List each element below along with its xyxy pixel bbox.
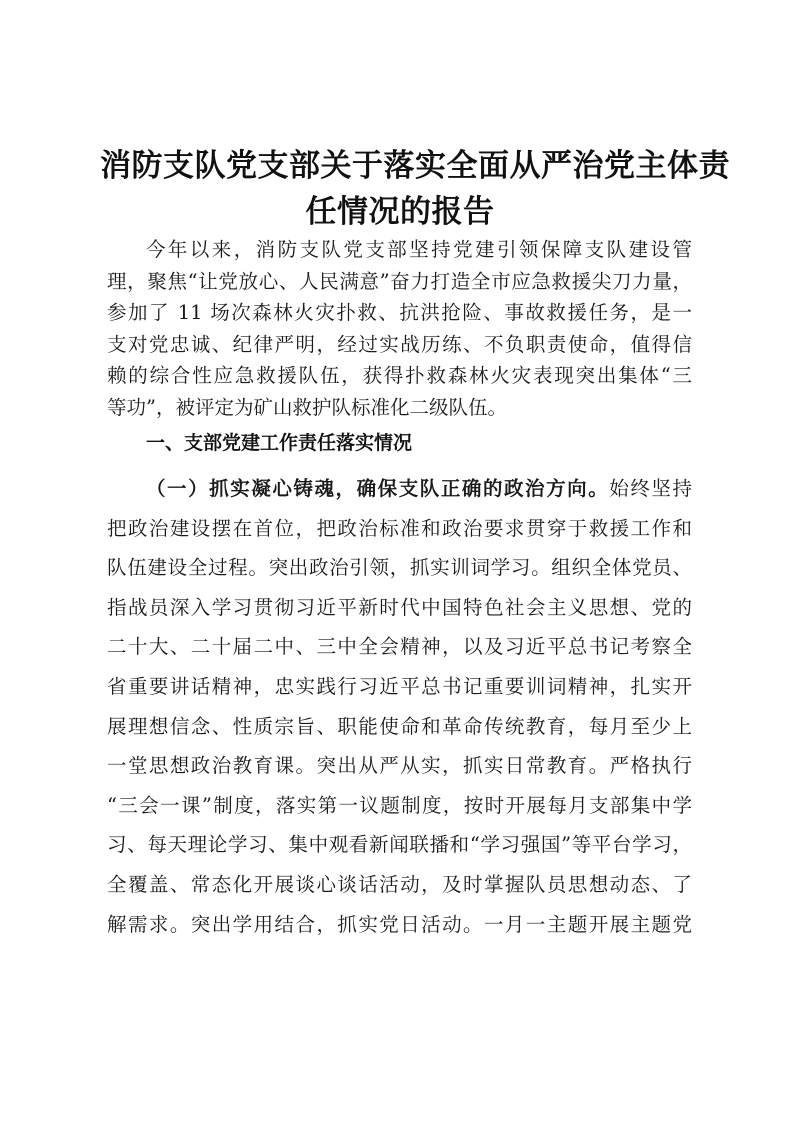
paragraph-line: 展理想信念、性质宗旨、职能使命和革命传统教育，每月至少上 [107,714,692,738]
paragraph-line: 解需求。突出学用结合，抓实党日活动。一月一主题开展主题党 [107,912,692,936]
intro-paragraph [107,234,692,423]
paragraph-line: 一堂思想政治教育课。突出从严从实，抓实日常教育。严格执行 [107,754,692,778]
paragraph-line: 队伍建设全过程。突出政治引领，抓实训词学习。组织全体党员、 [107,556,692,580]
paragraph-line: 省重要讲话精神，忠实践行习近平总书记重要训词精神，扎实开 [107,674,692,698]
paragraph-line: 等功”，被评定为矿山救护队标准化二级队伍。 [107,395,507,419]
document-body [107,234,692,944]
paragraph-line: 二十大、二十届二中、三中全会精神，以及习近平总书记考察全 [107,635,692,659]
title-line-2: 任情况的报告 [305,194,495,230]
paragraph-line: “三会一课”制度，落实第一议题制度，按时开展每月支部集中学 [107,793,692,817]
paragraph-line: 支对党忠诚、纪律严明，经过实战历练、不负职责使命，值得信 [107,332,692,356]
paragraph-line: 理，聚焦“让党放心、人民满意”奋力打造全市应急救援尖刀力量， [107,269,692,293]
paragraph-line [107,469,692,509]
subsection-paragraph [107,469,692,944]
document-title [100,143,730,235]
paragraph-line: 参加了 11 场次森林火灾扑救、抗洪抢险、事故救援任务，是一 [107,301,692,324]
title-line-1: 消防支队党支部关于落实全面从严治党主体责 [100,148,730,184]
subsection-first-line-text: 始终坚持 [609,477,692,500]
paragraph-line: 习、每天理论学习、集中观看新闻联播和“学习强国”等平台学习， [107,833,692,857]
section-heading: 一、支部党建工作责任落实情况 [146,432,413,454]
paragraph-line: 赖的综合性应急救援队伍，获得扑救森林火灾表现突出集体“三 [107,364,692,387]
subsection-heading: （一）抓实凝心铸魂，确保支队正确的政治方向。 [146,477,610,500]
paragraph-line: 全覆盖、常态化开展谈心谈话活动，及时掌握队员思想动态、了 [107,872,692,896]
paragraph-line: 指战员深入学习贯彻习近平新时代中国特色社会主义思想、党的 [107,595,692,619]
paragraph-line: 把政治建设摆在首位，把政治标准和政治要求贯穿于救援工作和 [107,516,692,540]
paragraph-line: 今年以来，消防支队党支部坚持党建引领保障支队建设管 [146,238,692,261]
